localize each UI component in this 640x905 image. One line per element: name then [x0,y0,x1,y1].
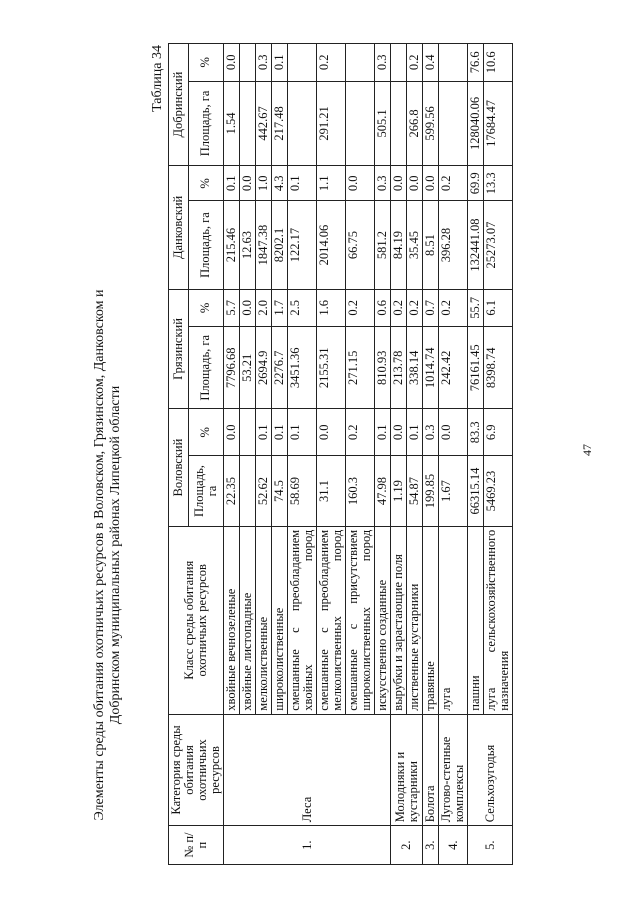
percent-value: 2.0 [256,289,272,327]
row-class: хвойные листопадные [240,526,256,714]
percent-value [439,44,468,82]
header-pct: % [188,409,223,456]
row-class: вырубки и зарастающие поля [391,526,407,714]
area-value: 271.15 [346,327,375,409]
area-value: 84.19 [391,201,407,289]
header-num: № п/п [169,826,224,865]
table-row [423,44,439,865]
row-class: хвойные вечнозеленые [224,526,240,714]
percent-value: 0.3 [256,44,272,82]
percent-value: 0.0 [423,166,439,201]
area-value: 66315.14 [468,456,484,526]
area-value: 52.62 [256,456,272,526]
area-value: 25273.07 [484,201,513,289]
percent-value: 0.3 [423,409,439,456]
header-area: Площадь, га [188,456,223,526]
percent-value: 4.3 [272,166,288,201]
percent-value: 0.1 [288,409,317,456]
row-class: травяные [423,526,439,714]
row-category: Леса [224,714,391,826]
row-class: искусственно созданные [375,526,391,714]
header-district-dobrinsky: Добринский [169,44,189,166]
percent-value [288,44,317,82]
percent-value: 0.2 [317,44,346,82]
percent-value: 0.1 [272,409,288,456]
area-value: 128040.06 [468,81,484,166]
percent-value: 0.1 [256,409,272,456]
percent-value: 0.0 [317,409,346,456]
percent-value: 0.0 [391,409,407,456]
percent-value: 1.0 [256,166,272,201]
area-value: 810.93 [375,327,391,409]
area-value: 3451.36 [288,327,317,409]
row-category: Молодняки и кустарники [391,714,423,826]
header-pct: % [188,44,223,82]
area-value: 396.28 [439,201,468,289]
area-value: 442.67 [256,81,272,166]
percent-value: 0.0 [240,289,256,327]
area-value: 76161.45 [468,327,484,409]
row-class: мелколиственные [256,526,272,714]
area-value: 1847.38 [256,201,272,289]
header-area: Площадь, га [188,81,223,166]
row-class: лиственные кустарники [407,526,423,714]
table-row [224,44,240,865]
row-number: 1. [224,826,391,865]
percent-value: 0.0 [346,166,375,201]
percent-value [346,44,375,82]
percent-value: 0.2 [391,289,407,327]
row-class: смешанные с присутствием широколиственных пород [346,526,375,714]
area-value: 213.78 [391,327,407,409]
area-value: 35.45 [407,201,423,289]
area-value: 199.85 [423,456,439,526]
area-value: 8202.1 [272,201,288,289]
area-value: 217.48 [272,81,288,166]
area-value: 2276.7 [272,327,288,409]
area-value [391,81,407,166]
area-value: 17684.47 [484,81,513,166]
area-value: 1014.74 [423,327,439,409]
percent-value: 1.7 [272,289,288,327]
row-category: Лугово-степные комплексы [439,714,468,826]
area-value: 2155.31 [317,327,346,409]
page-heading: Элементы среды обитания охотничьих ресурсов в Воловском, Грязинском, Данковском и Добринском муниципальных районах Липецкой области [92,289,123,821]
table-number: Таблица 34 [150,45,165,112]
percent-value: 0.0 [224,44,240,82]
percent-value: 0.1 [272,44,288,82]
percent-value: 2.5 [288,289,317,327]
area-value: 12.63 [240,201,256,289]
percent-value: 0.1 [288,166,317,201]
row-class: широколиственные [272,526,288,714]
table-row [468,44,484,865]
header-district-gryazinsky: Грязинский [169,289,189,409]
area-value: 31.1 [317,456,346,526]
row-number: 4. [439,826,468,865]
area-value: 266.8 [407,81,423,166]
area-value: 58.69 [288,456,317,526]
row-class: пашни [468,526,484,714]
percent-value: 0.1 [375,409,391,456]
area-value [439,81,468,166]
area-value: 8398.74 [484,327,513,409]
area-value [346,81,375,166]
percent-value: 69.9 [468,166,484,201]
percent-value: 0.4 [423,44,439,82]
habitat-table [168,43,513,865]
percent-value: 0.0 [391,166,407,201]
percent-value: 55.7 [468,289,484,327]
row-class: смешанные с преобладанием хвойных пород [288,526,317,714]
row-category: Болота [423,714,439,826]
percent-value: 0.7 [423,289,439,327]
row-class: луга [439,526,468,714]
area-value: 505.1 [375,81,391,166]
percent-value: 0.0 [407,166,423,201]
percent-value: 76.6 [468,44,484,82]
header-class: Класс среды обитания охотничьих ресурсов [169,526,224,714]
percent-value: 0.1 [224,166,240,201]
percent-value: 0.2 [346,289,375,327]
percent-value: 0.2 [346,409,375,456]
area-value: 5469.23 [484,456,513,526]
percent-value: 1.1 [317,166,346,201]
percent-value: 0.2 [407,289,423,327]
row-number: 3. [423,826,439,865]
area-value: 581.2 [375,201,391,289]
percent-value: 0.0 [439,409,468,456]
area-value: 215.46 [224,201,240,289]
area-value: 599.56 [423,81,439,166]
table-row [391,44,407,865]
area-value [240,456,256,526]
area-value: 47.98 [375,456,391,526]
table-row [439,44,468,865]
percent-value: 1.6 [317,289,346,327]
header-area: Площадь, га [188,327,223,409]
percent-value: 0.1 [407,409,423,456]
header-pct: % [188,289,223,327]
row-category: Сельхозугодья [468,714,513,826]
row-number: 5. [468,826,513,865]
area-value: 132441.08 [468,201,484,289]
row-class: смешанные с преобладанием мелколиственных пород [317,526,346,714]
percent-value: 0.3 [375,166,391,201]
area-value: 54.87 [407,456,423,526]
header-category: Категория среды обитания охотничьих ресурсов [169,714,224,826]
area-value: 122.17 [288,201,317,289]
area-value: 53.21 [240,327,256,409]
percent-value: 0.2 [439,166,468,201]
percent-value: 6.9 [484,409,513,456]
percent-value: 13.3 [484,166,513,201]
percent-value [240,44,256,82]
percent-value: 0.0 [224,409,240,456]
row-number: 2. [391,826,423,865]
percent-value [240,409,256,456]
page-number: 47 [580,444,594,456]
area-value: 338.14 [407,327,423,409]
area-value: 2014.06 [317,201,346,289]
area-value: 7796.68 [224,327,240,409]
percent-value: 5.7 [224,289,240,327]
percent-value: 10.6 [484,44,513,82]
area-value: 1.67 [439,456,468,526]
area-value: 2694.9 [256,327,272,409]
percent-value: 0.2 [407,44,423,82]
area-value: 22.35 [224,456,240,526]
percent-value: 0.2 [439,289,468,327]
area-value [288,81,317,166]
area-value: 160.3 [346,456,375,526]
header-district-dankovsky: Данковский [169,166,189,289]
header-pct: % [188,166,223,201]
percent-value: 6.1 [484,289,513,327]
area-value: 74.5 [272,456,288,526]
table-body [224,44,513,865]
area-value: 1.54 [224,81,240,166]
header-area: Площадь, га [188,201,223,289]
percent-value: 0.3 [375,44,391,82]
row-class: луга сельскохозяйственного назначения [484,526,513,714]
area-value: 8.51 [423,201,439,289]
percent-value [391,44,407,82]
area-value: 1.19 [391,456,407,526]
header-district-volovsky: Воловский [169,409,189,526]
percent-value: 0.6 [375,289,391,327]
area-value: 66.75 [346,201,375,289]
area-value: 242.42 [439,327,468,409]
percent-value: 0.0 [240,166,256,201]
area-value: 291.21 [317,81,346,166]
percent-value: 83.3 [468,409,484,456]
area-value [240,81,256,166]
